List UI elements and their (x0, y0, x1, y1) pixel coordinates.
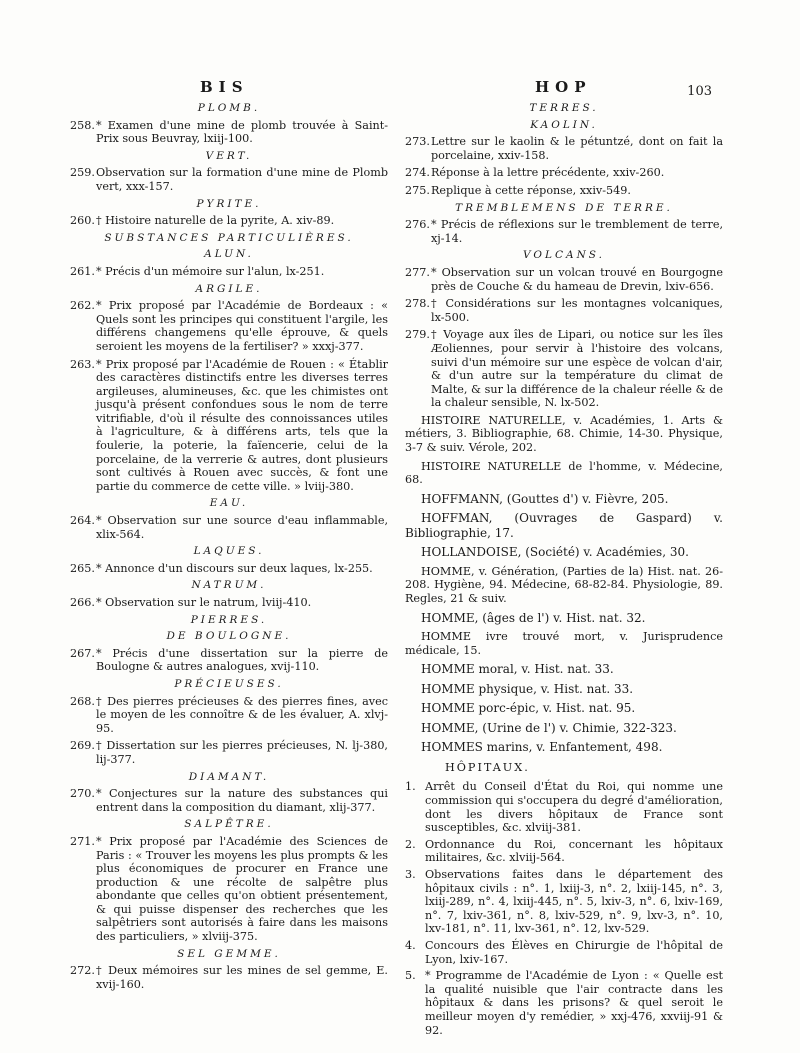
entry-number: 261. (70, 264, 95, 278)
index-entry (405, 328, 723, 410)
entry-number: 3. (405, 867, 416, 881)
section-heading: DIAMANT. (188, 770, 270, 783)
entry-number: 271. (70, 834, 95, 848)
entry-text: Réponse à la lettre précédente, xxiv-260. (431, 166, 665, 180)
entry-number: 265. (70, 561, 95, 575)
index-entry (405, 939, 723, 966)
index-entry (70, 695, 388, 736)
cross-reference-entry: HOMME ivre trouvé mort, v. Jurisprudence médicale, 15. (405, 630, 723, 657)
section-heading: NATRUM. (191, 579, 267, 592)
entry-text: * Programme de l'Académie de Lyon : « Quelle est la qualité nuisible que l'air contracte dans les hôpitaux & dans les prisons? & quel seroit le meilleur moyen d'y remédier, » xxj-476, xxviij-91 & 92. (425, 969, 723, 1037)
entry-number: 272. (70, 964, 95, 978)
entry-text: * Annonce d'un discours sur deux laques, lx-255. (96, 561, 373, 575)
entry-text: * Examen d'une mine de plomb trouvée à Saint-Prix sous Beuvray, lxiij-100. (96, 118, 388, 146)
index-entry (405, 266, 723, 293)
section-heading: PLOMB. (197, 102, 261, 114)
entry-text: * Observation sur un volcan trouvé en Bourgogne près de Couche & du hameau de Drevin, lxiv-656. (431, 265, 723, 293)
entry-text: † Considérations sur les montagnes volcaniques, lx-500. (431, 297, 723, 324)
index-entry (70, 265, 388, 279)
index-entry (70, 787, 388, 814)
cross-reference-entry: HISTOIRE NATURELLE, v. Académies, 1. Arts & métiers, 3. Bibliographie, 68. Chimie, 14-30. Physique, 3-7 & suiv. Vérole, 202. (405, 413, 723, 455)
entry-number: 278. (405, 297, 430, 311)
entry-number: 276. (405, 218, 430, 232)
entry-text: * Conjectures sur la nature des substances qui entrent dans la composition du diamant, xlij-377. (96, 787, 388, 814)
running-head-left: BIS (200, 78, 249, 96)
section-heading: KAOLIN. (530, 118, 598, 131)
entry-number: 266. (70, 596, 95, 609)
index-entry (70, 739, 388, 766)
section-heading: SALPÊTRE. (184, 818, 274, 831)
index-entry (405, 969, 723, 1037)
cross-reference-entry: HOMME physique, v. Hist. nat. 33. (421, 681, 634, 696)
section-heading: PYRITE. (196, 197, 262, 210)
index-entry (70, 214, 388, 228)
section-heading: DE BOULOGNE. (166, 630, 292, 643)
index-entry (70, 514, 388, 541)
index-entry (405, 166, 723, 180)
entry-text: † Deux mémoires sur les mines de sel gemme, E. xvij-160. (96, 964, 388, 991)
index-entry (70, 166, 388, 193)
entry-text: Observations faites dans le département des hôpitaux civils : n°. 1, lxiij-3, n°. 2, lxiij-145, n°. 3, lxiij-289, n°. 4, lxiij-445, n°. 5, lxiv-3, n°. 6, lxiv-169, n°. 7, lxiv-361, n°. 8, lxiv-529, n°. 9, lxv-3, n°. 10, lxv-181, n°. 11, lxv-361, n°. 12, lxv-529. (425, 867, 723, 936)
section-heading: SUBSTANCES PARTICULIÈRES. (104, 231, 354, 244)
section-heading: PRÉCIEUSES. (174, 677, 284, 690)
cross-reference-entry: HOMME porc-épic, v. Hist. nat. 95. (421, 701, 636, 716)
index-entry (405, 297, 723, 324)
cross-reference-entry: HISTOIRE NATURELLE de l'homme, v. Médecine, 68. (405, 459, 723, 487)
index-entry (405, 218, 723, 245)
entry-number: 264. (70, 514, 95, 528)
index-entry (405, 780, 723, 834)
cross-reference-entry: HOMME moral, v. Hist. nat. 33. (421, 662, 614, 677)
index-entry (70, 562, 388, 576)
index-entry (70, 835, 388, 944)
entry-number: 262. (70, 299, 95, 313)
entry-number: 273. (405, 135, 430, 149)
entry-text: * Prix proposé par l'Académie de Rouen : « Établir des caractères distinctifs entre les diverses terres argileuses, alumineuses, &c. que les chimistes ont jusqu'à présent confondues sous le nom de terre vitrifiable, d'où il résulte des connoissances utiles à l'agriculture, & à différens arts, tels que la foulerie, la poterie, la faïencerie, celui de la porcelaine, de la verrerie & autres, dont plusieurs sont cultivés à Rouen avec succès, & font une partie du commerce de cette ville. » lviij-380. (96, 357, 388, 493)
index-entry (70, 647, 388, 674)
section-heading: SEL GEMME. (177, 947, 281, 960)
index-entry (70, 596, 388, 610)
entry-number: 259. (70, 166, 95, 180)
section-heading: LAQUES. (193, 545, 265, 558)
index-entry (405, 838, 723, 865)
entry-text: † Voyage aux îles de Lipari, ou notice sur les îles Æoliennes, pour servir à l'histoire des volcans, suivi d'un mémoire sur une espèce de volcan d'air, & d'un autre sur la température du climat de Malte, & sur la différence de la chaleur réelle & de la chaleur sensible, N. lx-502. (431, 328, 723, 410)
entry-text: * Observation sur une source d'eau inflammable, xlix-564. (96, 514, 388, 541)
entry-number: 1. (405, 780, 416, 794)
entry-text: Ordonnance du Roi, concernant les hôpitaux militaires, &c. xlviij-564. (425, 837, 723, 865)
section-heading: VERT. (205, 149, 253, 162)
left-column (70, 100, 388, 995)
entry-number: 260. (70, 214, 95, 228)
entry-number: 269. (70, 739, 95, 753)
entry-text: Arrêt du Conseil d'État du Roi, qui nomme une commission qui s'occupera du degré d'amélioration, dont les divers hôpitaux de France sont susceptibles, &c. xlviij-381. (425, 780, 723, 835)
section-heading: PIERRES. (190, 613, 268, 626)
right-column (405, 100, 723, 1040)
entry-text: * Précis d'un mémoire sur l'alun, lx-251. (96, 264, 325, 278)
entry-number: 274. (405, 166, 430, 180)
section-heading: EAU. (209, 497, 249, 510)
cross-reference-entry: HOFFMANN, (Gouttes d') v. Fièvre, 205. (421, 491, 669, 506)
running-head-right: HOP (535, 78, 592, 96)
entry-text: * Précis de réflexions sur le tremblement de terre, xj-14. (431, 218, 723, 245)
section-heading: VOLCANS. (523, 249, 605, 262)
entry-text: * Prix proposé par l'Académie de Bordeaux : « Quels sont les principes qui constituent l'argile, les différens changemens qu'elle éprouve, & quels seroient les moyens de la fertiliser? » xxxj-377. (96, 299, 388, 353)
entry-text: Concours des Élèves en Chirurgie de l'hôpital de Lyon, lxiv-167. (425, 938, 723, 966)
section-heading: ALUN. (204, 248, 254, 261)
cross-reference-entry: HOMME, (âges de l') v. Hist. nat. 32. (421, 610, 646, 625)
index-entry (70, 119, 388, 146)
entry-number: 2. (405, 837, 416, 851)
cross-reference-entry: HOLLANDOISE, (Société) v. Académies, 30. (421, 545, 689, 560)
entry-number: 279. (405, 328, 430, 342)
cross-reference-entry: HOMME, v. Génération, (Parties de la) Hist. nat. 26-208. Hygiène, 94. Médecine, 68-82-84. Physiologie, 89. Regles, 21 & suiv. (405, 564, 723, 606)
index-entry (405, 184, 723, 198)
entry-text: † Des pierres précieuses & des pierres fines, avec le moyen de les connoître & de les évaluer, A. xlvj-95. (96, 694, 388, 735)
entry-text: Lettre sur le kaolin & le pétuntzé, dont on fait la porcelaine, xxiv-158. (431, 135, 723, 162)
page-number: 103 (687, 84, 712, 99)
index-entry (70, 299, 388, 353)
entry-number: 4. (405, 938, 416, 952)
index-entry (70, 964, 388, 991)
cross-reference-entry: HOFFMAN, (Ouvrages de Gaspard) v. Bibliographie, 17. (405, 511, 723, 540)
entry-number: 5. (405, 969, 416, 983)
section-heading: HÔPITAUX. (445, 760, 530, 774)
index-entry (405, 135, 723, 162)
entry-text: † Dissertation sur les pierres précieuses, N. lj-380, lij-377. (96, 739, 388, 766)
entry-number: 258. (70, 118, 95, 132)
entry-number: 270. (70, 787, 95, 801)
index-entry (70, 358, 388, 494)
entry-number: 277. (405, 265, 430, 279)
index-entry (405, 868, 723, 936)
section-heading: TERRES. (529, 102, 599, 114)
entry-number: 268. (70, 694, 95, 708)
entry-number: 263. (70, 357, 95, 371)
entry-text: * Prix proposé par l'Académie des Sciences de Paris : « Trouver les moyens les plus prompts & les plus économiques de procurer en France une production & une récolte de salpêtre plus abondante que celles qu'on obtient présentement, & qui puisse dispenser des recherches que les salpêtriers sont autorisés à faire dans les maisons des particuliers, » xlviij-375. (96, 834, 388, 944)
cross-reference-entry: HOMME, (Urine de l') v. Chimie, 322-323. (421, 720, 677, 735)
section-heading: TREMBLEMENS DE TERRE. (455, 201, 673, 214)
entry-text: Replique à cette réponse, xxiv-549. (431, 183, 631, 197)
cross-reference-entry: HOMMES marins, v. Enfantement, 498. (421, 740, 663, 755)
entry-number: 267. (70, 646, 95, 660)
entry-number: 275. (405, 183, 430, 197)
entry-text: † Histoire naturelle de la pyrite, A. xiv-89. (96, 214, 335, 228)
section-heading: ARGILE. (195, 282, 263, 295)
entry-text: * Précis d'une dissertation sur la pierre de Boulogne & autres analogues, xvij-110. (96, 646, 388, 674)
entry-text: * Observation sur le natrum, lviij-410. (96, 596, 312, 609)
entry-text: Observation sur la formation d'une mine de Plomb vert, xxx-157. (96, 166, 388, 193)
